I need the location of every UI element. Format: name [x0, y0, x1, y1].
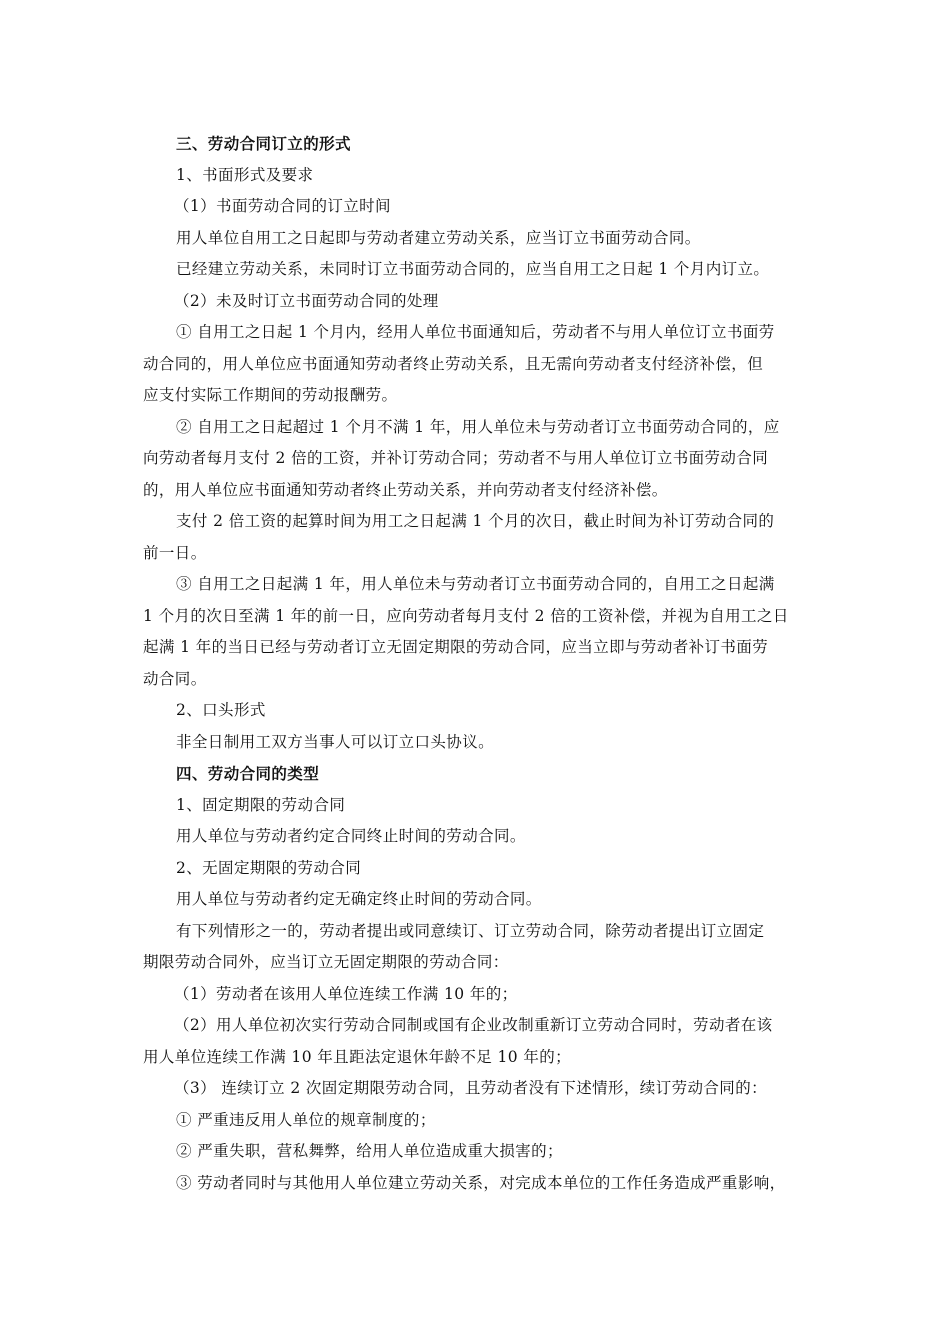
subheading-written-form: 1、书面形式及要求 [176, 165, 314, 184]
list-item: （1）劳动者在该用人单位连续工作满 10 年的； [174, 984, 518, 1003]
paragraph-line: 支付 2 倍工资的起算时间为用工之日起满 1 个月的次日，截止时间为补订劳动合同的 [176, 512, 775, 530]
paragraph-line: 向劳动者每月支付 2 倍的工资，并补订劳动合同；劳动者不与用人单位订立书面劳动合同 [143, 449, 769, 467]
list-item: ① 严重违反用人单位的规章制度的； [176, 1110, 436, 1129]
paragraph-line: ③ 自用工之日起满 1 年，用人单位未与劳动者订立书面劳动合同的，自用工之日起满 [176, 575, 775, 593]
paragraph-line: 有下列情形之一的，劳动者提出或同意续订、订立劳动合同，除劳动者提出订立固定 [176, 921, 765, 940]
paragraph-line: 动合同。 [143, 669, 207, 688]
section-heading-contract-form: 三、劳动合同订立的形式 [176, 134, 351, 153]
paragraph-line: ① 自用工之日起 1 个月内，经用人单位书面通知后，劳动者不与用人单位订立书面劳 [176, 323, 775, 341]
paragraph-line: 的，用人单位应书面通知劳动者终止劳动关系，并向劳动者支付经济补偿。 [143, 480, 668, 499]
paragraph-line: 应支付实际工作期间的劳动报酬劳。 [143, 386, 398, 404]
subheading-open-ended: 2、无固定期限的劳动合同 [176, 858, 362, 877]
item-written-contract-timing: （1）书面劳动合同的订立时间 [174, 197, 391, 215]
subheading-oral-form: 2、口头形式 [176, 701, 266, 719]
paragraph-line: 期限劳动合同外，应当订立无固定期限的劳动合同： [143, 953, 509, 971]
list-item: ② 严重失职，营私舞弊，给用人单位造成重大损害的； [176, 1142, 563, 1160]
paragraph-line: 动合同的，用人单位应书面通知劳动者终止劳动关系，且无需向劳动者支付经济补偿，但 [143, 354, 764, 373]
list-item: ③ 劳动者同时与其他用人单位建立劳动关系，对完成本单位的工作任务造成严重影响， [176, 1173, 786, 1192]
document-body [143, 128, 815, 1199]
paragraph-line: 用人单位与劳动者约定无确定终止时间的劳动合同。 [176, 890, 542, 908]
paragraph-line: 1 个月的次日至满 1 年的前一日，应向劳动者每月支付 2 倍的工资补偿，并视为自用工之日 [143, 606, 789, 625]
subheading-fixed-term: 1、固定期限的劳动合同 [176, 795, 346, 814]
paragraph-line: 用人单位连续工作满 10 年且距法定退休年龄不足 10 年的； [143, 1047, 572, 1066]
paragraph-line: 用人单位与劳动者约定合同终止时间的劳动合同。 [176, 827, 526, 845]
paragraph-line: 前一日。 [143, 543, 207, 562]
list-item: （3） 连续订立 2 次固定期限劳动合同，且劳动者没有下述情形，续订劳动合同的： [174, 1079, 768, 1097]
section-heading-contract-types: 四、劳动合同的类型 [176, 764, 320, 783]
paragraph-line: 用人单位自用工之日起即与劳动者建立劳动关系，应当订立书面劳动合同。 [176, 228, 701, 247]
paragraph-line: ② 自用工之日起超过 1 个月不满 1 年，用人单位未与劳动者订立书面劳动合同的，应 [176, 417, 780, 436]
paragraph-line: 非全日制用工双方当事人可以订立口头协议。 [176, 732, 495, 751]
paragraph-line: 已经建立劳动关系，未同时订立书面劳动合同的，应当自用工之日起 1 个月内订立。 [176, 260, 770, 278]
item-late-contract-handling: （2）未及时订立书面劳动合同的处理 [174, 291, 439, 310]
paragraph-line: 起满 1 年的当日已经与劳动者订立无固定期限的劳动合同，应当立即与劳动者补订书面劳 [143, 638, 769, 656]
list-item: （2）用人单位初次实行劳动合同制或国有企业改制重新订立劳动合同时，劳动者在该 [174, 1016, 773, 1034]
